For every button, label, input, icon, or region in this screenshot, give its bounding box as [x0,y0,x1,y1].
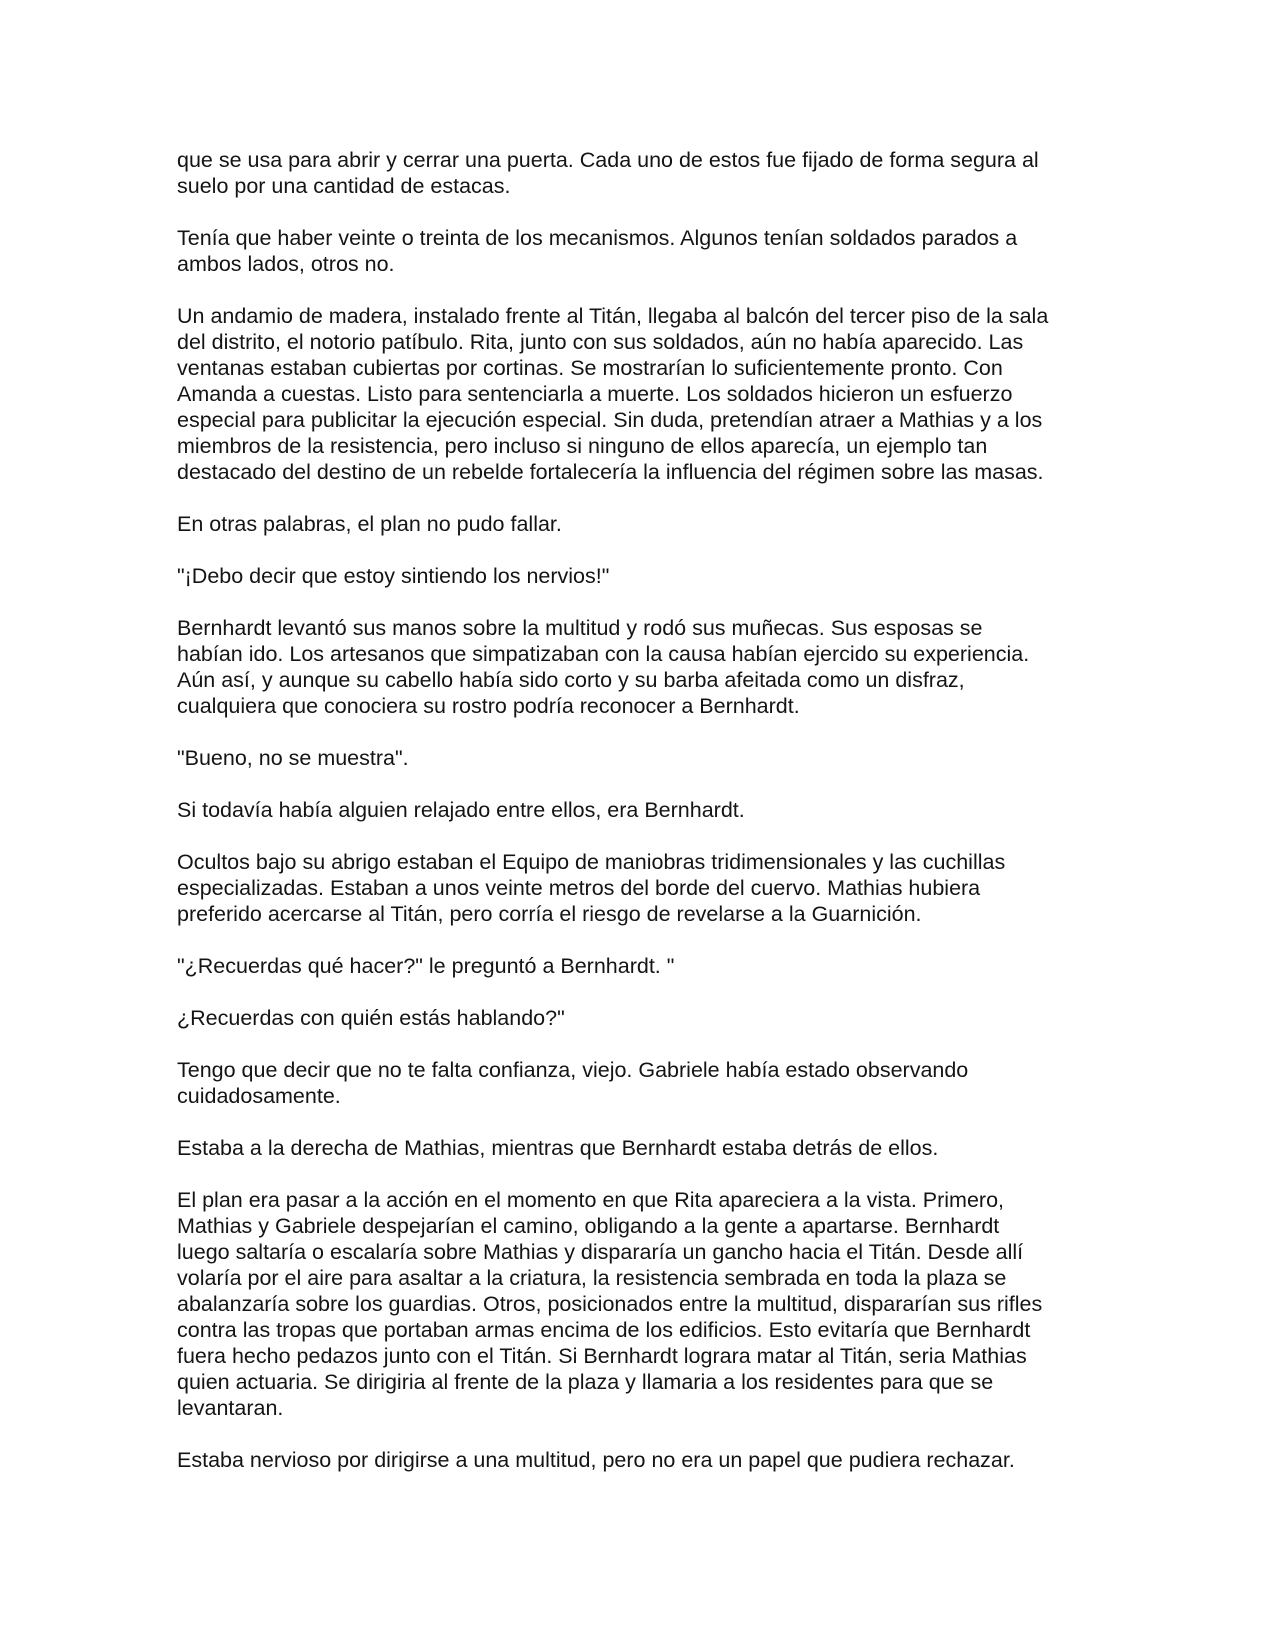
paragraph: "Bueno, no se muestra". [177,746,409,770]
paragraph: En otras palabras, el plan no pudo fallar. [177,512,562,536]
paragraph: "¡Debo decir que estoy sintiendo los nervios!" [177,564,610,588]
paragraph: Estaba nervioso por dirigirse a una multitud, pero no era un papel que pudiera rechazar. [177,1448,1015,1472]
paragraph: Tenía que haber veinte o treinta de los mecanismos. Algunos tenían soldados parados a ambos lados, otros no. [177,226,1018,276]
paragraph: El plan era pasar a la acción en el momento en que Rita apareciera a la vista. Primero, Mathias y Gabriele despejarían el camino, obligando a la gente a apartarse. Bernhardt luego saltaría o escalaría sobre Mathias y dispararía un gancho hacia el Titán. Desde allí volaría por el aire para asaltar a la criatura, la resistencia sembrada en toda la plaza se abalanzaría sobre los guardias. Otros, posicionados entre la multitud, dispararían sus rifles contra las tropas que portaban armas encima de los edificios. Esto evitaría que Bernhardt fuera hecho pedazos junto con el Titán. Si Bernhardt lograra matar al Titán, seria Mathias quien actuaria. Se dirigiria al frente de la plaza y llamaria a los residentes para que se levantaran. [177,1188,1043,1420]
paragraph: Ocultos bajo su abrigo estaban el Equipo de maniobras tridimensionales y las cuchillas especializadas. Estaban a unos veinte metros del borde del cuervo. Mathias hubiera preferido acercarse al Titán, pero corría el riesgo de revelarse a la Guarnición. [177,850,1006,926]
paragraph: Estaba a la derecha de Mathias, mientras que Bernhardt estaba detrás de ellos. [177,1136,939,1160]
document-body [177,147,1107,1473]
paragraph: Tengo que decir que no te falta confianza, viejo. Gabriele había estado observando cuidadosamente. [177,1058,969,1108]
paragraph: Si todavía había alguien relajado entre ellos, era Bernhardt. [177,798,745,822]
paragraph: ¿Recuerdas con quién estás hablando?" [177,1006,565,1030]
paragraph: Un andamio de madera, instalado frente al Titán, llegaba al balcón del tercer piso de la sala del distrito, el notorio patíbulo. Rita, junto con sus soldados, aún no había aparecido. Las ventanas estaban cubiertas por cortinas. Se mostrarían lo suficientemente pronto. Con Amanda a cuestas. Listo para sentenciarla a muerte. Los soldados hicieron un esfuerzo especial para publicitar la ejecución especial. Sin duda, pretendían atraer a Mathias y a los miembros de la resistencia, pero incluso si ninguno de ellos aparecía, un ejemplo tan destacado del destino de un rebelde fortalecería la influencia del régimen sobre las masas. [177,304,1049,484]
paragraph: Bernhardt levantó sus manos sobre la multitud y rodó sus muñecas. Sus esposas se habían ido. Los artesanos que simpatizaban con la causa habían ejercido su experiencia. Aún así, y aunque su cabello había sido corto y su barba afeitada como un disfraz, cualquiera que conociera su rostro podría reconocer a Bernhardt. [177,616,1030,718]
paragraph: "¿Recuerdas qué hacer?" le preguntó a Bernhardt. " [177,954,675,978]
paragraph: que se usa para abrir y cerrar una puerta. Cada uno de estos fue fijado de forma segura al suelo por una cantidad de estacas. [177,148,1039,198]
